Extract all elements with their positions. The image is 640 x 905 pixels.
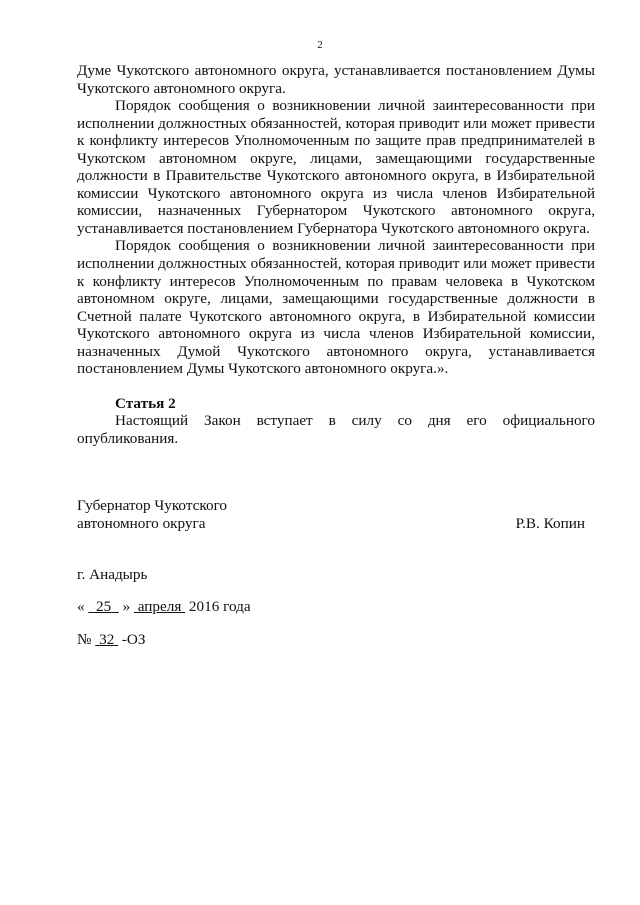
date-close-quote: » — [122, 598, 131, 615]
date-day — [88, 598, 118, 615]
article-text: Настоящий Закон вступает в силу со дня его официального опубликования. — [77, 412, 595, 447]
city: г. Анадырь — [77, 566, 148, 583]
paragraph-human-rights: Порядок сообщения о возникновении личной заинтересованности при исполнении должностных обязанностей, которая приводит или может привести к конфликту интересов Уполномоченным по правам человека в Чукотском автономном округе, лицами, замещающими государственные должности в Счетной палате Чукотского автономного округа, в Избирательной комиссии Чукотского автономного округа из числа членов Избирательной комиссии, назначенных Думой Чукотского автономного округа, устанавливается постановлением Думы Чукотского автономного округа.». — [77, 237, 595, 378]
paragraph-continuation: Думе Чукотского автономного округа, устанавливается постановлением Думы Чукотского автономного округа. — [77, 62, 595, 97]
signature-row — [77, 515, 595, 533]
signature-title-line2: автономного округа — [77, 514, 206, 532]
number-value — [95, 631, 118, 648]
number-suffix: -ОЗ — [121, 631, 146, 648]
law-number — [77, 631, 146, 649]
signature-name: Р.В. Копин — [515, 514, 585, 532]
date-open-quote: « — [77, 598, 85, 615]
number-value-text: 32 — [99, 631, 115, 648]
page-number: 2 — [317, 39, 323, 51]
signature-title-line1: Губернатор Чукотского — [77, 497, 228, 514]
paragraph-entrepreneurs: Порядок сообщения о возникновении личной заинтересованности при исполнении должностных обязанностей, которая приводит или может привести к конфликту интересов Уполномоченным по защите прав предпринимателей в Чукотском автономном округе, лицами, замещающими государственные должности в Правительстве Чукотского автономного округа, в Избирательной комиссии Чукотского автономного округа из числа членов Избирательной комиссии, назначенных Губернатором Чукотского автономного округа, устанавливается постановлением Губернатора Чукотского автономного округа. — [77, 97, 595, 237]
signature-block — [77, 497, 595, 532]
date-day-value: 25 — [95, 598, 112, 615]
signing-date — [77, 598, 251, 616]
article-heading: Статья 2 — [115, 394, 176, 412]
date-month-value: апреля — [137, 598, 182, 615]
date-month — [134, 598, 185, 615]
document-body — [77, 62, 595, 447]
date-year: 2016 года — [188, 598, 251, 615]
number-prefix: № — [77, 631, 92, 648]
